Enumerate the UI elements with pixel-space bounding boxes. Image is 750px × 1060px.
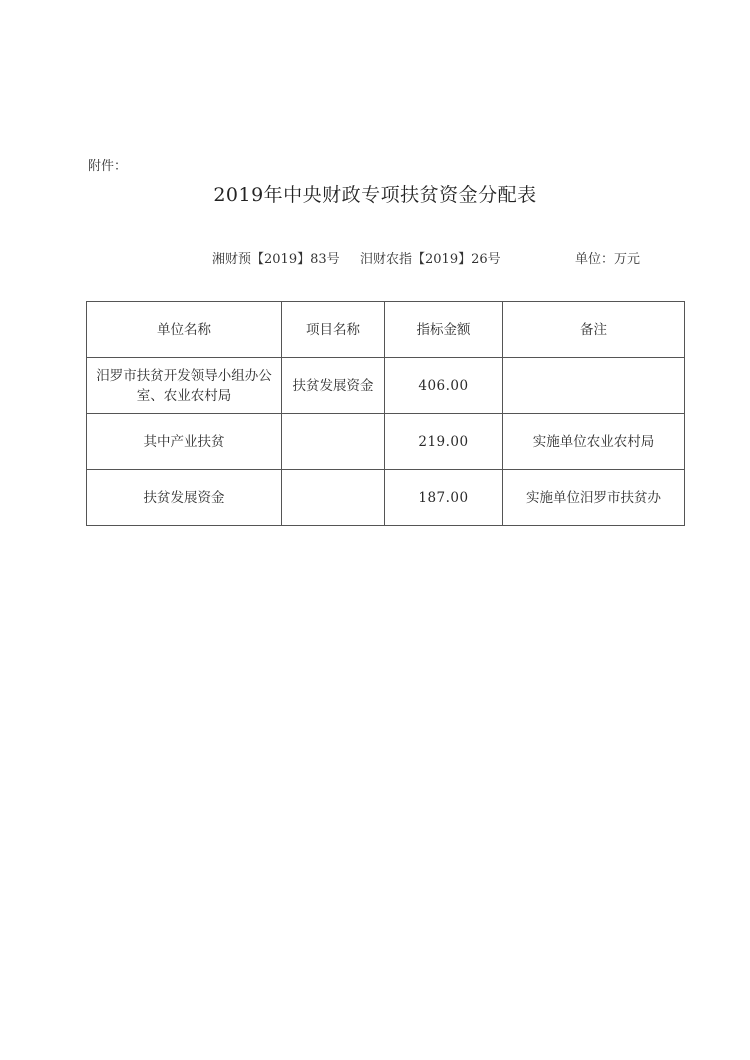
header-amount: 指标金额	[385, 302, 503, 358]
cell-unit-name: 汨罗市扶贫开发领导小组办公室、农业农村局	[87, 358, 282, 414]
allocation-table	[86, 301, 685, 526]
header-project-name: 项目名称	[282, 302, 385, 358]
cell-unit-name: 扶贫发展资金	[87, 470, 282, 526]
cell-unit-name: 其中产业扶贫	[87, 414, 282, 470]
cell-remark: 实施单位汨罗市扶贫办	[503, 470, 685, 526]
table-row	[87, 414, 685, 470]
document-reference-2: 汨财农指【2019】26号	[360, 252, 501, 267]
header-unit-name: 单位名称	[87, 302, 282, 358]
cell-remark: 实施单位农业农村局	[503, 414, 685, 470]
table-row	[87, 358, 685, 414]
table-row	[87, 470, 685, 526]
cell-amount: 219.00	[385, 414, 503, 470]
cell-amount: 406.00	[385, 358, 503, 414]
header-remark: 备注	[503, 302, 685, 358]
cell-amount: 187.00	[385, 470, 503, 526]
document-reference-1: 湘财预【2019】83号	[212, 252, 340, 267]
attachment-label: 附件：	[88, 159, 128, 174]
cell-project-name: 扶贫发展资金	[282, 358, 385, 414]
table-header-row	[87, 302, 685, 358]
cell-project-name	[282, 470, 385, 526]
cell-project-name	[282, 414, 385, 470]
document-title: 2019年中央财政专项扶贫资金分配表	[213, 184, 537, 206]
unit-label: 单位：万元	[575, 252, 641, 267]
cell-remark	[503, 358, 685, 414]
